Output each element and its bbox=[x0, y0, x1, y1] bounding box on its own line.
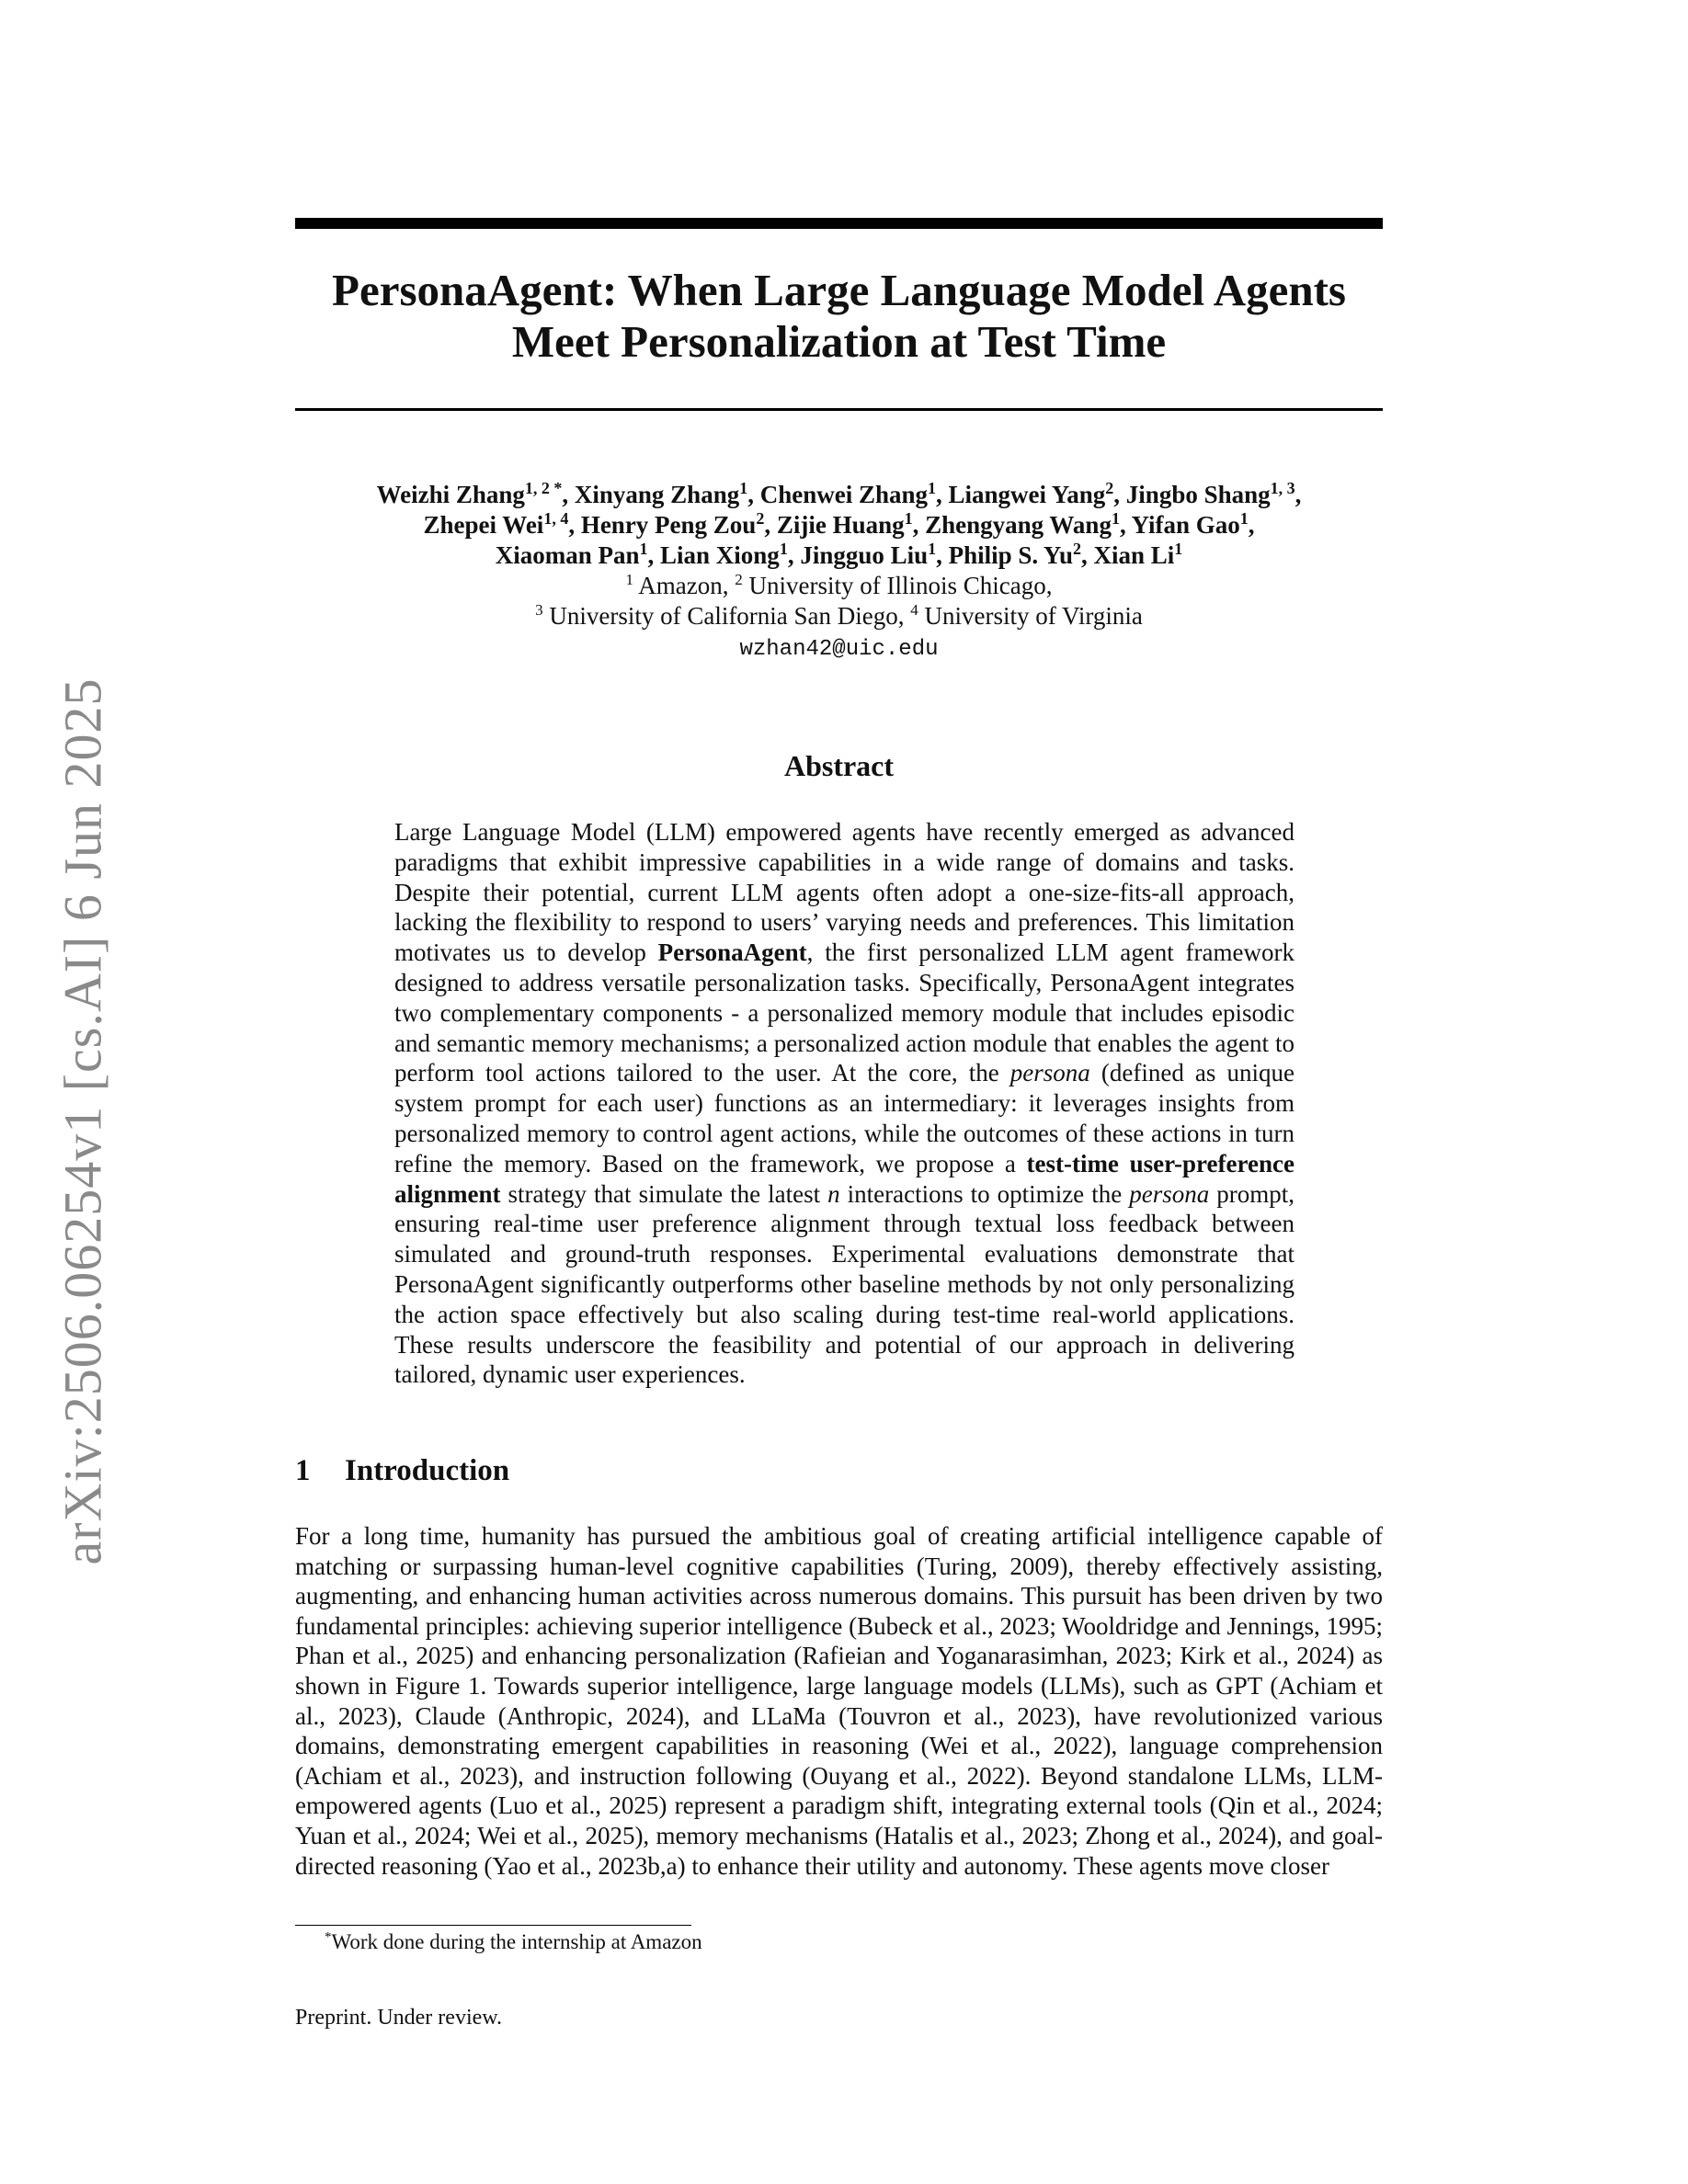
section-number: 1 bbox=[295, 1454, 311, 1487]
author-affiliation-mark: 1, 4 bbox=[543, 509, 569, 528]
author-block bbox=[295, 480, 1383, 665]
author-affiliation-mark: 1 bbox=[1174, 540, 1183, 558]
author-name: , Jingbo Shang bbox=[1113, 481, 1271, 508]
author-name: , Zhengyang Wang bbox=[912, 511, 1112, 539]
abstract-math-variable: n bbox=[827, 1179, 840, 1208]
abstract-text-run: prompt, ensuring real-time user preference alignment through textual loss feedback between simulated and ground-truth responses. Experimental evaluations demonstrate that PersonaAgent significantly outperforms other baseline methods by not only personalizing the action space effectively but also scaling during test-time real-world applications. These results underscore the feasibility and potential of our approach in delivering tailored, dynamic user experiences. bbox=[394, 1179, 1295, 1389]
author-name: , Yifan Gao bbox=[1119, 511, 1240, 539]
section-title: Introduction bbox=[345, 1454, 510, 1487]
author-separator: , bbox=[1248, 511, 1255, 539]
author-affiliation-mark: 1 bbox=[739, 479, 748, 497]
contact-line bbox=[295, 631, 1383, 665]
abstract-italic-term: persona bbox=[1009, 1059, 1090, 1087]
affiliation-name: Amazon, bbox=[633, 572, 736, 599]
author-name: , Xinyang Zhang bbox=[562, 481, 740, 508]
affiliation-line-2 bbox=[295, 601, 1383, 631]
affiliation-line-1 bbox=[295, 571, 1383, 601]
arxiv-identifier-stamp: arXiv:2506.06254v1 [cs.AI] 6 Jun 2025 bbox=[52, 677, 113, 1565]
abstract-bold-term: test-time user-preference alignment bbox=[394, 1149, 1295, 1208]
author-name: , Henry Peng Zou bbox=[568, 511, 757, 539]
contact-email[interactable]: wzhan42@uic.edu bbox=[739, 637, 939, 662]
affiliation-mark: 3 bbox=[535, 601, 543, 619]
author-name: , Philip S. Yu bbox=[936, 541, 1073, 569]
author-name: Weizhi Zhang bbox=[376, 481, 525, 508]
author-name: , Zijie Huang bbox=[764, 511, 905, 539]
author-line-3 bbox=[295, 540, 1383, 571]
section-heading-introduction bbox=[295, 1454, 509, 1488]
paper-title bbox=[295, 265, 1383, 368]
footnote-mark: * bbox=[325, 1929, 332, 1945]
affiliation-mark: 2 bbox=[735, 571, 743, 588]
author-affiliation-mark: 2 bbox=[756, 509, 765, 528]
affiliation-name: University of Illinois Chicago, bbox=[742, 572, 1053, 599]
abstract-text-run: , the first personalized LLM agent framework designed to address versatile personalization tasks. Specifically, PersonaAgent integrates two complementary components - a personalized memory module that includes episodic and semantic memory mechanisms; a personalized action module that enables the agent to perform tool actions tailored to the user. At the core, the bbox=[394, 938, 1295, 1087]
author-separator: , bbox=[1295, 481, 1302, 508]
author-affiliation-mark: 2 bbox=[1072, 540, 1081, 558]
affiliation-mark: 1 bbox=[625, 571, 634, 588]
author-affiliation-mark: 1, 3 bbox=[1270, 479, 1295, 497]
abstract-bold-term: PersonaAgent bbox=[657, 938, 807, 967]
abstract-italic-term: persona bbox=[1129, 1179, 1210, 1208]
footnote-text: Work done during the internship at Amazon bbox=[331, 1930, 702, 1953]
title-line-1: PersonaAgent: When Large Language Model Agents bbox=[332, 265, 1346, 315]
affiliation-name: University of California San Diego, bbox=[542, 602, 911, 630]
affiliation-name: University of Virginia bbox=[918, 602, 1143, 630]
author-name: Zhepei Wei bbox=[423, 511, 544, 539]
author-affiliation-mark: 1 bbox=[779, 540, 788, 558]
title-bottom-rule bbox=[295, 408, 1383, 411]
author-affiliation-mark: 1 bbox=[639, 540, 648, 558]
author-affiliation-mark: 1 bbox=[1111, 509, 1120, 528]
author-name: Xiaoman Pan bbox=[495, 541, 640, 569]
author-affiliation-mark: 1 bbox=[928, 540, 937, 558]
author-affiliation-mark: 2 bbox=[1105, 479, 1114, 497]
title-top-rule bbox=[295, 218, 1383, 229]
title-line-2: Meet Personalization at Test Time bbox=[511, 316, 1167, 367]
author-affiliation-mark: 1 bbox=[1239, 509, 1249, 528]
preprint-notice: Preprint. Under review. bbox=[295, 2006, 503, 2030]
author-line-1 bbox=[295, 480, 1383, 510]
abstract-text-run: Large Language Model (LLM) empowered agents have recently emerged as advanced paradigms that exhibit impressive capabilities in a wide range of domains and tasks. Despite their potential, current LLM agents often adopt a one-size-fits-all approach, lacking the flexibility to respond to users’ varying needs and preferences. This limitation motivates us to develop bbox=[394, 818, 1295, 967]
abstract-text bbox=[394, 817, 1295, 1390]
author-line-2 bbox=[295, 510, 1383, 540]
author-affiliation-mark: 1, 2 * bbox=[524, 479, 563, 497]
abstract-text-run: (defined as unique system prompt for each user) functions as an intermediary: it leverages insights from personalized memory to control agent actions, while the outcomes of these actions in turn refine the memory. Based on the framework, we propose a bbox=[394, 1059, 1295, 1177]
abstract-text-run: interactions to optimize the bbox=[839, 1179, 1130, 1208]
affiliation-mark: 4 bbox=[910, 601, 918, 619]
footnote-rule bbox=[295, 1925, 691, 1926]
author-affiliation-mark: 1 bbox=[904, 509, 913, 528]
author-name: , Xian Li bbox=[1080, 541, 1175, 569]
author-name: , Chenwei Zhang bbox=[747, 481, 929, 508]
footnote bbox=[325, 1930, 702, 1954]
abstract-heading: Abstract bbox=[783, 749, 895, 782]
author-name: , Jingguo Liu bbox=[787, 541, 929, 569]
author-affiliation-mark: 1 bbox=[928, 479, 937, 497]
author-name: , Liangwei Yang bbox=[936, 481, 1106, 508]
introduction-paragraph: For a long time, humanity has pursued the ambitious goal of creating artificial intelligence capable of matching or surpassing human-level cognitive capabilities (Turing, 2009), thereby effectively assisting, augmenting, and enhancing human activities across numerous domains. This pursuit has been driven by two fundamental principles: achieving superior intelligence (Bubeck et al., 2023; Wooldridge and Jennings, 1995; Phan et al., 2025) and enhancing personalization (Rafieian and Yoganarasimhan, 2023; Kirk et al., 2024) as shown in Figure 1. Towards superior intelligence, large language models (LLMs), such as GPT (Achiam et al., 2023), Claude (Anthropic, 2024), and LLaMa (Touvron et al., 2023), have revolutionized various domains, demonstrating emergent capabilities in reasoning (Wei et al., 2022), language comprehension (Achiam et al., 2023), and instruction following (Ouyang et al., 2022). Beyond standalone LLMs, LLM-empowered agents (Luo et al., 2025) represent a paradigm shift, integrating external tools (Qin et al., 2024; Yuan et al., 2024; Wei et al., 2025), memory mechanisms (Hatalis et al., 2023; Zhong et al., 2024), and goal-directed reasoning (Yao et al., 2023b,a) to enhance their utility and autonomy. These agents move closer bbox=[295, 1522, 1383, 1880]
abstract-text-run: strategy that simulate the latest bbox=[500, 1179, 828, 1208]
author-name: , Lian Xiong bbox=[647, 541, 780, 569]
